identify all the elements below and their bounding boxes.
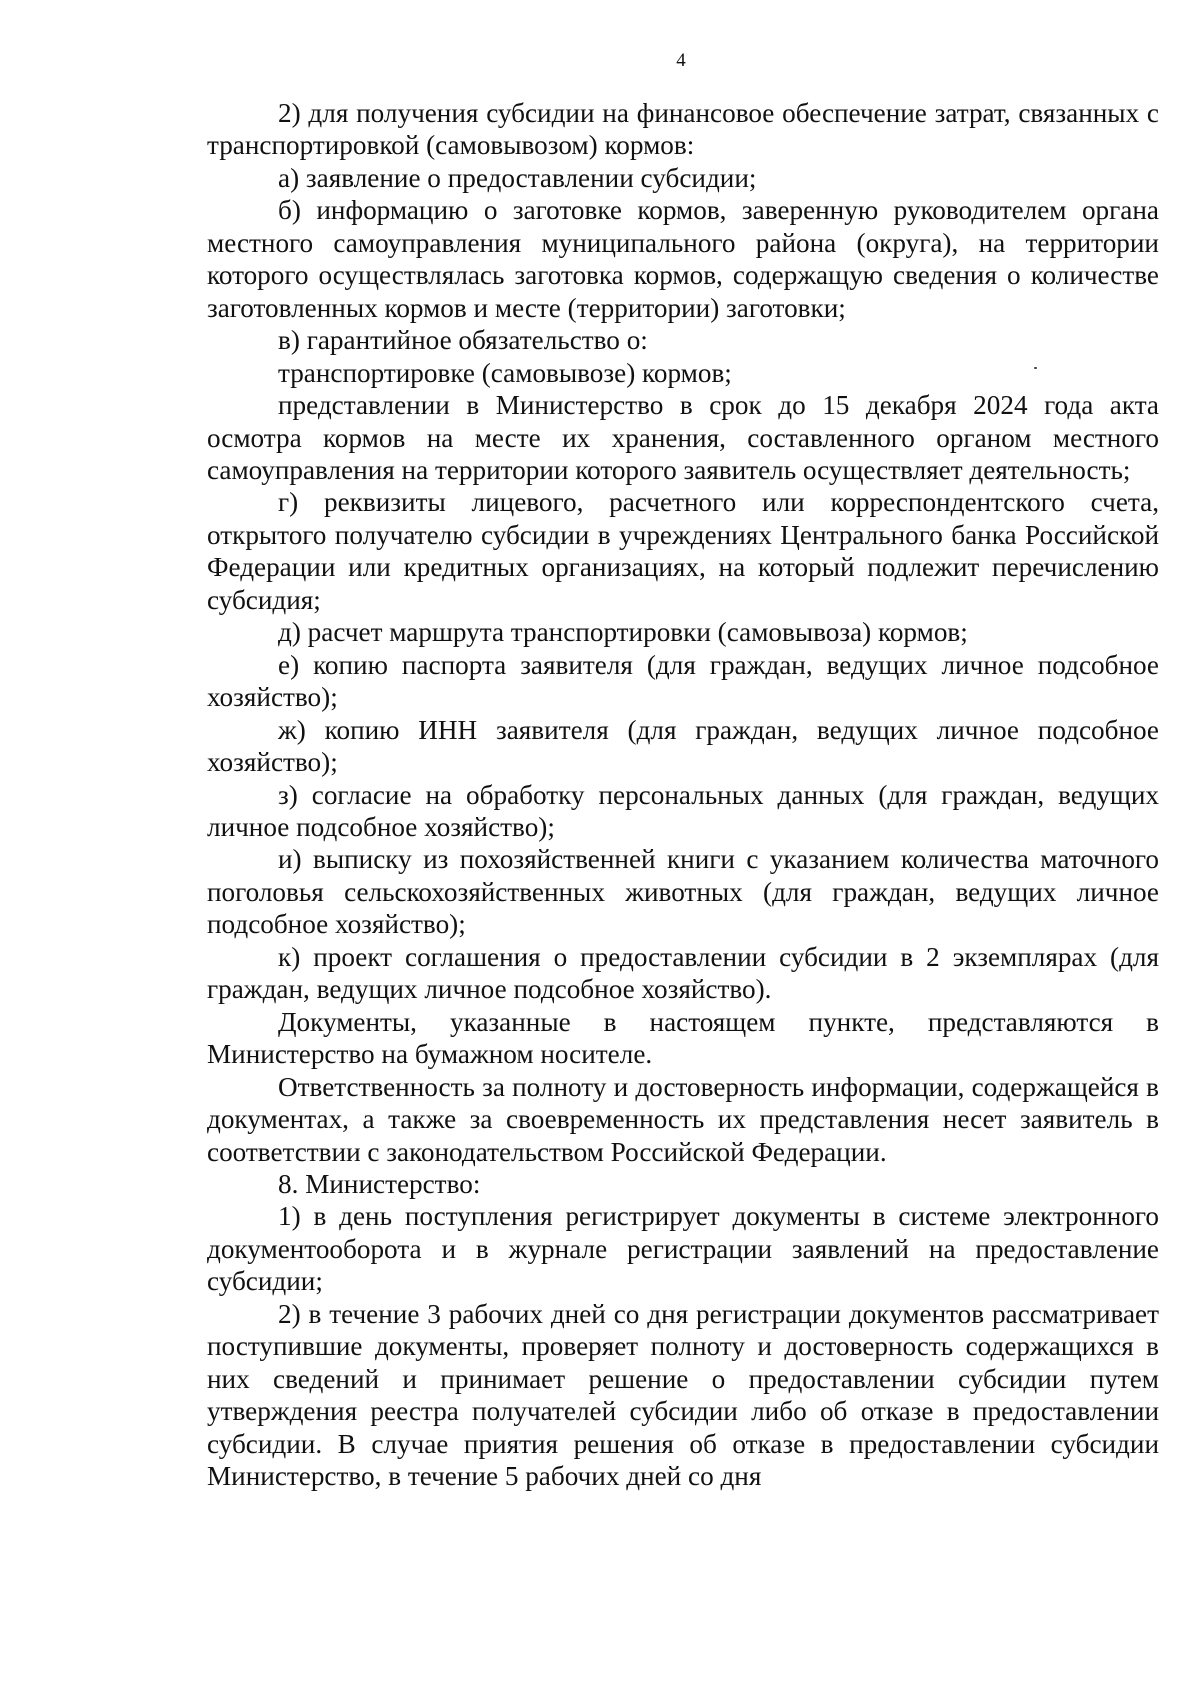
paragraph-subitem-k: к) проект соглашения о предоставлении субсидии в 2 экземплярах (для граждан, ведущих личное подсобное хозяйство). <box>207 941 1159 1005</box>
paragraph-section-8-item-1: 1) в день поступления регистрирует документы в системе электронного документооборота и в журнале регистрации заявлений на предоставление субсидии; <box>207 1201 1159 1297</box>
paragraph-subitem-a: а) заявление о предоставлении субсидии; <box>278 162 757 193</box>
paragraph-subitem-i: и) выписку из похозяйственней книги с указанием количества маточного поголовья сельскохозяйственных животных (для граждан, ведущих личное подсобное хозяйство); <box>207 844 1159 940</box>
document-body <box>207 97 1159 1492</box>
paragraph-section-8-item-2: 2) в течение 3 рабочих дней со дня регистрации документов рассматривает поступившие документы, проверяет полноту и достоверность содержащихся в них сведений и принимает решение о предоставлении субсидии путем утверждения реестра получателей субсидии либо об отказе в предоставлении субсидии. В случае приятия решения об отказе в предоставлении субсидии Министерство, в течение 5 рабочих дней со дня <box>207 1298 1159 1492</box>
paragraph-obligation-transport: транспортировке (самовывозе) кормов; <box>278 357 732 388</box>
paragraph-subitem-z: з) согласие на обработку персональных данных (для граждан, ведущих личное подсобное хозяйство); <box>207 779 1159 842</box>
paragraph-documents-paper: Документы, указанные в настоящем пункте, представляются в Министерство на бумажном носителе. <box>207 1006 1159 1070</box>
paragraph-subitem-g: г) реквизиты лицевого, расчетного или корреспондентского счета, открытого получателю субсидии в учреждениях Центрального банка Российской Федерации или кредитных организациях, на который подлежит перечислению субсидия; <box>207 487 1159 615</box>
paragraph-responsibility: Ответственность за полноту и достоверность информации, содержащейся в документах, а также за своевременность их представления несет заявитель в соответствии с законодательством Российской Федерации. <box>207 1071 1159 1167</box>
paragraph-subitem-v: в) гарантийное обязательство о: <box>278 325 648 356</box>
paragraph-subitem-e: е) копию паспорта заявителя (для граждан, ведущих личное подсобное хозяйство); <box>207 649 1159 713</box>
paragraph-obligation-inspection: представлении в Министерство в срок до 15 декабря 2024 года акта осмотра кормов на месте их хранения, составленного органом местного самоуправления на территории которого заявитель осуществляет деятельность; <box>207 390 1159 485</box>
paragraph-subitem-d: д) расчет маршрута транспортировки (самовывоза) кормов; <box>278 617 968 648</box>
scan-speck <box>1034 367 1037 369</box>
paragraph-subitem-zh: ж) копию ИНН заявителя (для граждан, ведущих личное подсобное хозяйство); <box>207 714 1159 778</box>
paragraph-subitem-b: б) информацию о заготовке кормов, заверенную руководителем органа местного самоуправления муниципального района (округа), на территории которого осуществлялась заготовка кормов, содержащую сведения о количестве заготовленных кормов и месте (территории) заготовки; <box>207 195 1159 323</box>
paragraph-item-2-intro: 2) для получения субсидии на финансовое обеспечение затрат, связанных с транспортировкой (самовывозом) кормов: <box>207 98 1159 161</box>
page-number: 4 <box>676 50 686 71</box>
paragraph-section-8-heading: 8. Министерство: <box>278 1168 481 1199</box>
